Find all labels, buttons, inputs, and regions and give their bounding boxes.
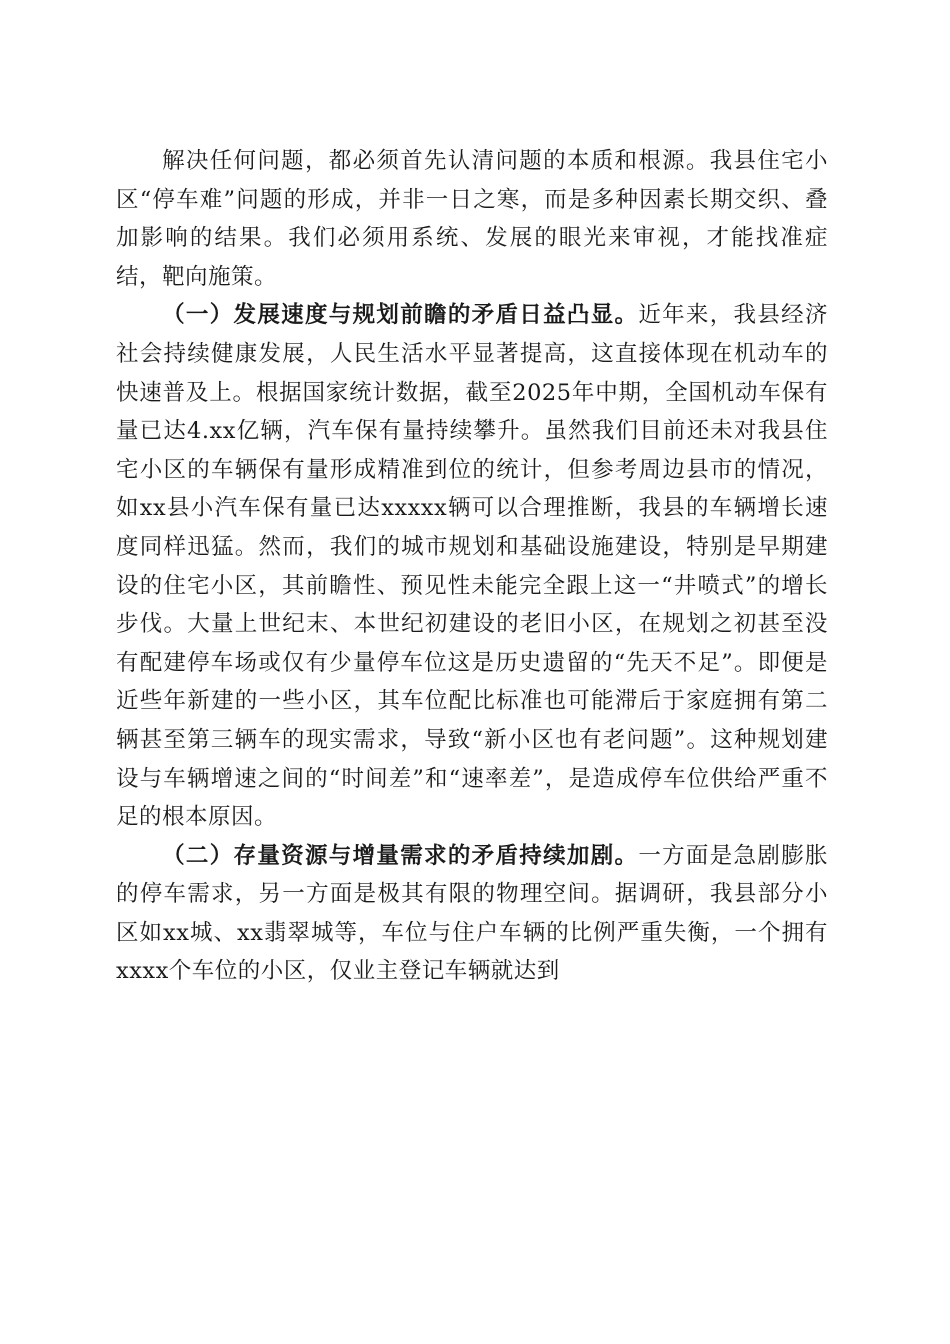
paragraph-section-2: [116, 837, 828, 991]
section-1-heading: （一）发展速度与规划前瞻的矛盾日益凸显。: [162, 302, 639, 329]
section-2-text: 一方面是急剧膨胀的停车需求，另一方面是极其有限的物理空间。据调研，我县部分小区如xx城、xx翡翠城等，车位与住户车辆的比例严重失衡，一个拥有xxxx个车位的小区，仅业主登记车辆就达到: [116, 842, 828, 985]
paragraph-section-1: [116, 296, 828, 836]
paragraph-intro-text: 解决任何问题，都必须首先认清问题的本质和根源。我县住宅小区“停车难”问题的形成，并非一日之寒，而是多种因素长期交织、叠加影响的结果。我们必须用系统、发展的眼光来审视，才能找准症结，靶向施策。: [116, 148, 828, 290]
paragraph-intro: [116, 142, 828, 296]
section-1-text: 近年来，我县经济社会持续健康发展，人民生活水平显著提高，这直接体现在机动车的快速普及上。根据国家统计数据，截至2025年中期，全国机动车保有量已达4.xx亿辆，汽车保有量持续攀升。虽然我们目前还未对我县住宅小区的车辆保有量形成精准到位的统计，但参考周边县市的情况，如xx县小汽车保有量已达xxxxx辆可以合理推断，我县的车辆增长速度同样迅猛。然而，我们的城市规划和基础设施建设，特别是早期建设的住宅小区，其前瞻性、预见性未能完全跟上这一“井喷式”的增长步伐。大量上世纪末、本世纪初建设的老旧小区，在规划之初甚至没有配建停车场或仅有少量停车位这是历史遗留的“先天不足”。即便是近些年新建的一些小区，其车位配比标准也可能滞后于家庭拥有第二辆甚至第三辆车的现实需求，导致“新小区也有老问题”。这种规划建设与车辆增速之间的“时间差”和“速率差”，是造成停车位供给严重不足的根本原因。: [116, 302, 828, 831]
document-body: [116, 142, 828, 991]
section-2-heading: （二）存量资源与增量需求的矛盾持续加剧。: [162, 842, 639, 869]
